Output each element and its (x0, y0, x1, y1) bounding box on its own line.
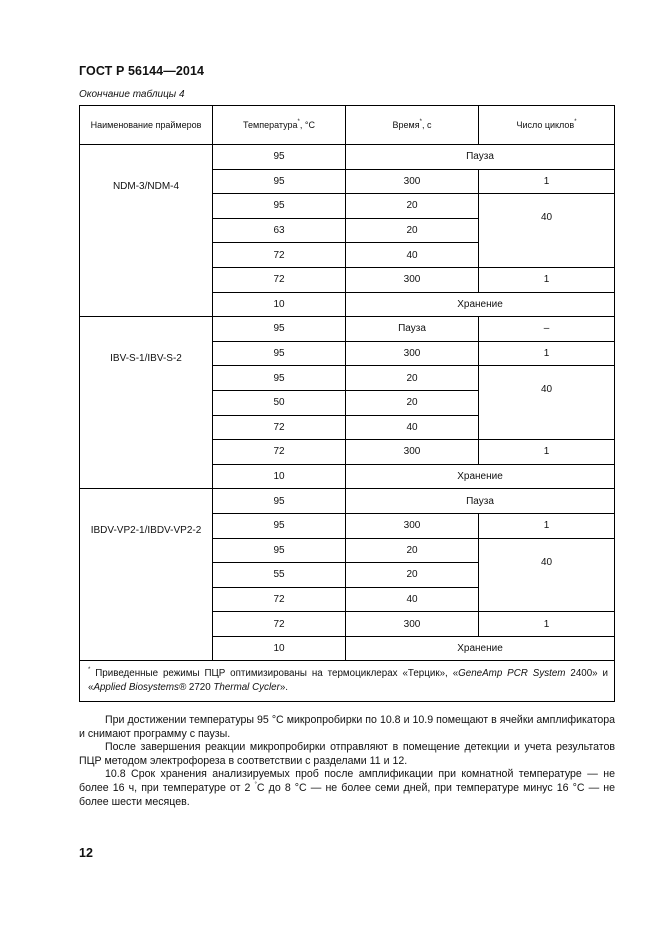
temp-cell: 10 (213, 292, 346, 317)
time-cell: 300 (346, 612, 479, 637)
col-header-primer: Наименование праймеров (80, 106, 213, 145)
temp-cell: 72 (213, 440, 346, 465)
time-cell: Хранение (346, 636, 615, 661)
temp-cell: 72 (213, 267, 346, 292)
cycles-cell: 1 (479, 169, 615, 194)
document-header: ГОСТ Р 56144—2014 (79, 64, 205, 78)
body-paragraph: После завершения реакции микропробирки отправляют в помещение детекции и учета результатов ПЦР методом электрофореза в соответствии с разделами 11 и 12. (79, 741, 615, 767)
temp-cell: 95 (213, 366, 346, 391)
table-row (80, 317, 615, 342)
table-header-row (80, 106, 615, 145)
time-cell: 20 (346, 194, 479, 219)
table-footnote-row (80, 661, 615, 702)
table-footnote: * Приведенные режимы ПЦР оптимизированы на термоциклерах «Терцик», «GeneAmp PCR System 2400» и «Applied Biosystems® 2720 Thermal Cycler». (80, 661, 615, 702)
cycles-cell: 1 (479, 267, 615, 292)
cycles-cell: 40 (479, 366, 615, 440)
cycles-cell: 1 (479, 612, 615, 637)
col-header-temp: Температура*, °С (213, 106, 346, 145)
time-cell: 40 (346, 415, 479, 440)
table-caption: Окончание таблицы 4 (79, 89, 185, 100)
time-cell: 300 (346, 341, 479, 366)
time-cell: 20 (346, 218, 479, 243)
page-number: 12 (79, 846, 93, 860)
time-cell: 20 (346, 390, 479, 415)
primer-name: IBV-S-1/IBV-S-2 (80, 317, 213, 489)
temp-cell: 72 (213, 612, 346, 637)
time-cell: 20 (346, 538, 479, 563)
temp-cell: 95 (213, 317, 346, 342)
time-cell: 300 (346, 513, 479, 538)
time-cell: 300 (346, 267, 479, 292)
time-cell: Пауза (346, 145, 615, 170)
temp-cell: 72 (213, 243, 346, 268)
table-row (80, 145, 615, 170)
time-cell: 300 (346, 169, 479, 194)
temp-cell: 95 (213, 489, 346, 514)
time-cell: Пауза (346, 489, 615, 514)
time-cell: Хранение (346, 292, 615, 317)
body-paragraph: При достижении температуры 95 °С микропробирки по 10.8 и 10.9 помещают в ячейки амплификатора и снимают программу с паузы. (79, 714, 615, 740)
time-cell: 20 (346, 366, 479, 391)
cycles-cell: 40 (479, 194, 615, 268)
cycles-cell: 1 (479, 341, 615, 366)
cycles-cell: – (479, 317, 615, 342)
body-paragraph: 10.8 Срок хранения анализируемых проб после амплификации при комнатной температуре — не более 16 ч, при температуре от 2 °С до 8 °С — не более семи дней, при температуре минус 16 °С — не более шести месяцев. (79, 768, 616, 808)
time-cell: Хранение (346, 464, 615, 489)
temp-cell: 63 (213, 218, 346, 243)
temp-cell: 10 (213, 464, 346, 489)
temp-cell: 95 (213, 169, 346, 194)
temp-cell: 50 (213, 390, 346, 415)
temp-cell: 95 (213, 341, 346, 366)
col-header-cycles: Число циклов* (479, 106, 615, 145)
temp-cell: 72 (213, 587, 346, 612)
time-cell: 20 (346, 563, 479, 588)
time-cell: 40 (346, 587, 479, 612)
primer-name: IBDV-VP2-1/IBDV-VP2-2 (80, 489, 213, 661)
temp-cell: 10 (213, 636, 346, 661)
col-header-time: Время*, с (346, 106, 479, 145)
temp-cell: 95 (213, 145, 346, 170)
primer-name: NDM-3/NDM-4 (80, 145, 213, 317)
table-row (80, 489, 615, 514)
temp-cell: 55 (213, 563, 346, 588)
temp-cell: 95 (213, 194, 346, 219)
temp-cell: 72 (213, 415, 346, 440)
temp-cell: 95 (213, 538, 346, 563)
time-cell: 300 (346, 440, 479, 465)
cycles-cell: 1 (479, 440, 615, 465)
cycles-cell: 1 (479, 513, 615, 538)
time-cell: Пауза (346, 317, 479, 342)
time-cell: 40 (346, 243, 479, 268)
temp-cell: 95 (213, 513, 346, 538)
pcr-modes-table (79, 105, 615, 702)
cycles-cell: 40 (479, 538, 615, 612)
